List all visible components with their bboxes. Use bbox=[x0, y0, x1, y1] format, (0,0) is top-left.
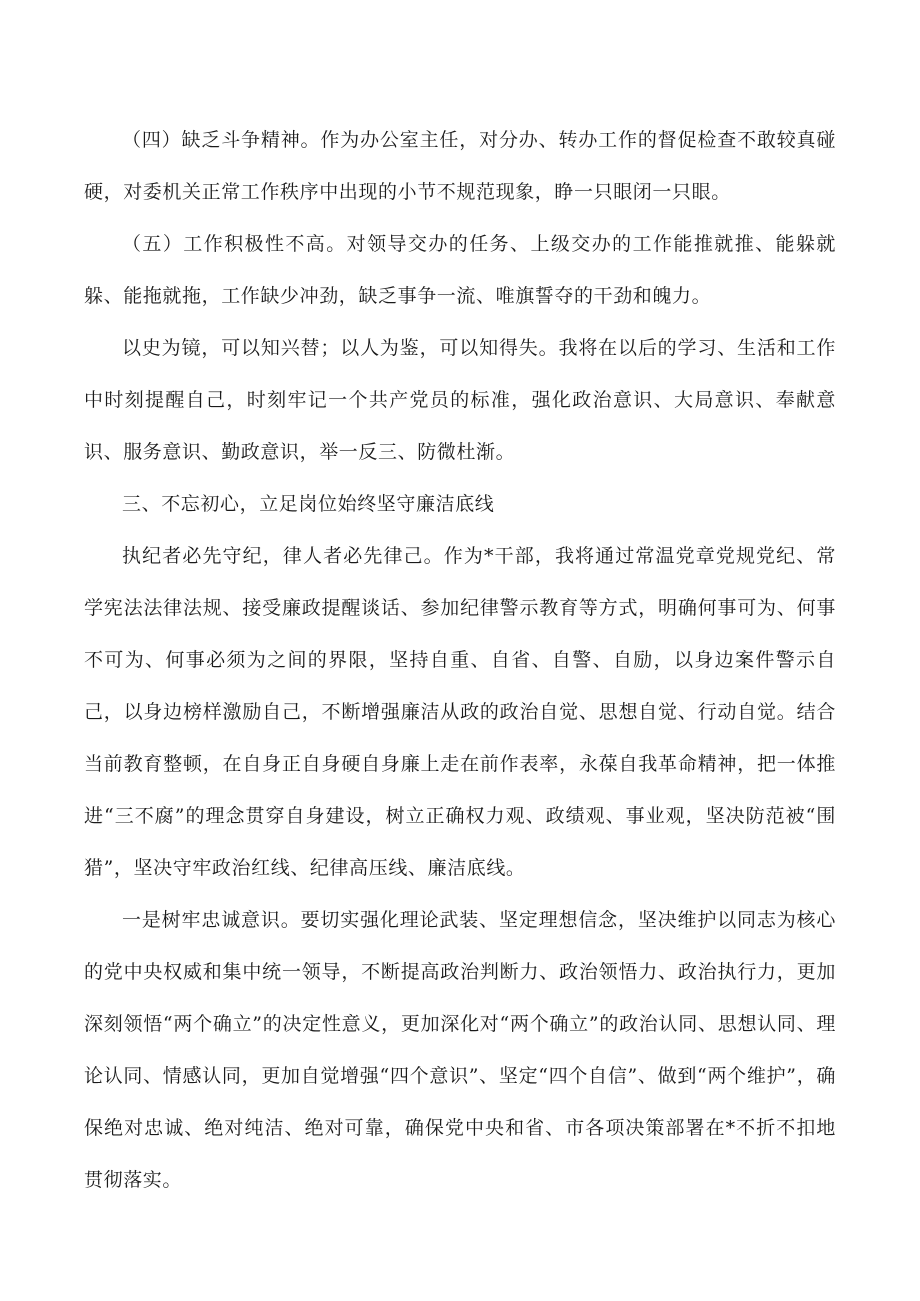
paragraph-lack-of-fighting-spirit: （四）缺乏斗争精神。作为办公室主任，对分办、转办工作的督促检查不敢较真碰硬，对委机关正常工作秩序中出现的小节不规范现象，睁一只眼闭一只眼。 bbox=[84, 129, 836, 203]
paragraph-history-as-mirror: 以史为镜，可以知兴替；以人为鉴，可以知得失。我将在以后的学习、生活和工作中时刻提醒自己，时刻牢记一个共产党员的标准，强化政治意识、大局意识、奉献意识、服务意识、勤政意识，举一反三、防微杜渐。 bbox=[84, 337, 836, 463]
paragraph-loyalty-awareness: 一是树牢忠诚意识。要切实强化理论武装、坚定理想信念，坚决维护以同志为核心的党中央权威和集中统一领导，不断提高政治判断力、政治领悟力、政治执行力，更加深刻领悟“两个确立”的决定性意义，更加深化对“两个确立”的政治认同、思想认同、理论认同、情感认同，更加自觉增强“四个意识”、坚定“四个自信”、做到“两个维护”，确保绝对忠诚、绝对纯洁、绝对可靠，确保党中央和省、市各项决策部署在*不折不扣地贯彻落实。 bbox=[84, 909, 836, 1191]
paragraph-discipline-first: 执纪者必先守纪，律人者必先律己。作为*干部，我将通过常温党章党规党纪、常学宪法法律法规、接受廉政提醒谈话、参加纪律警示教育等方式，明确何事可为、何事不可为、何事必须为之间的界限，坚持自重、自省、自警、自励，以身边案件警示自己，以身边榜样激励自己，不断增强廉洁从政的政治自觉、思想自觉、行动自觉。结合当前教育整顿，在自身正自身硬自身廉上走在前作表率，永葆自我革命精神，把一体推进“三不腐”的理念贯穿自身建设，树立正确权力观、政绩观、事业观，坚决防范被“围猎”，坚决守牢政治红线、纪律高压线、廉洁底线。 bbox=[84, 545, 836, 879]
section-heading-integrity: 三、不忘初心，立足岗位始终坚守廉洁底线 bbox=[122, 493, 495, 515]
paragraph-low-work-enthusiasm: （五）工作积极性不高。对领导交办的任务、上级交办的工作能推就推、能躲就躲、能拖就拖，工作缺少冲劲，缺乏事争一流、唯旗誓夺的干劲和魄力。 bbox=[84, 233, 836, 307]
